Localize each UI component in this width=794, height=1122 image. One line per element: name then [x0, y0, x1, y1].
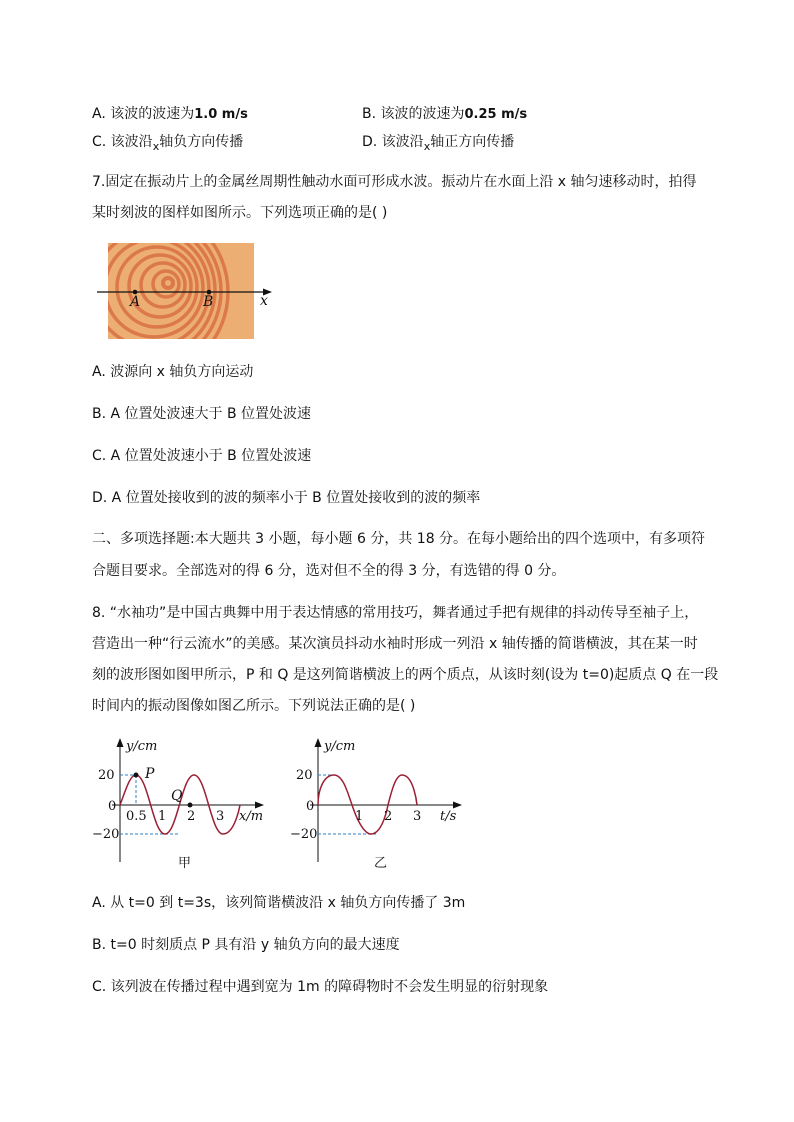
- svg-text:t/s: t/s: [440, 809, 457, 824]
- section2-intro-line1: 二、多项选择题:本大题共 3 小题，每小题 6 分，共 18 分。在每小题给出的四个选项中，有多项符: [92, 531, 706, 547]
- point-p-dot: [134, 773, 139, 778]
- point-b-label: B: [203, 294, 214, 310]
- svg-text:0.5: 0.5: [126, 809, 147, 824]
- svg-text:2: 2: [187, 809, 196, 824]
- svg-text:0: 0: [306, 799, 315, 814]
- q6-option-c: C. 该波沿$_x$轴负方向传播: [92, 134, 244, 153]
- q8-stem-line2: 营造出一种“行云流水”的美感。某次演员抖动水袖时形成一列沿 x 轴传播的简谐横波，其在某一时: [92, 636, 698, 652]
- q7-ripple-figure: [92, 243, 282, 341]
- svg-text:2: 2: [384, 809, 393, 824]
- svg-text:y/cm: y/cm: [126, 739, 158, 754]
- y-tick-0: 0: [108, 799, 117, 814]
- svg-text:20: 20: [296, 768, 313, 783]
- q6-option-d: D. 该波沿$_x$轴正方向传播: [362, 134, 515, 153]
- q7-option-b: B. A 位置处波速大于 B 位置处波速: [92, 406, 312, 422]
- caption-yi: 乙: [374, 856, 388, 871]
- graph-jia: [90, 734, 280, 874]
- point-q-dot: [188, 803, 193, 808]
- point-q-label: Q: [171, 788, 183, 804]
- caption-jia: 甲: [178, 856, 192, 871]
- y-tick-20: 20: [98, 768, 115, 783]
- q6-option-b: B. 该波的波速为0.25 m/s: [362, 106, 528, 122]
- q6-option-a: A. 该波的波速为1.0 m/s: [92, 106, 248, 122]
- q7-stem-line2: 某时刻波的图样如图所示。下列选项正确的是( ): [92, 205, 388, 221]
- point-p-label: P: [145, 766, 155, 782]
- q8-stem-line4: 时间内的振动图像如图乙所示。下列说法正确的是( ): [92, 698, 416, 714]
- q7-option-d: D. A 位置处接收到的波的频率小于 B 位置处接收到的波的频率: [92, 490, 481, 506]
- section2-intro-line2: 合题目要求。全部选对的得 6 分，选对但不全的得 3 分，有选错的得 0 分。: [92, 563, 566, 579]
- svg-text:−20: −20: [290, 827, 318, 842]
- svg-text:x/m: x/m: [239, 809, 264, 824]
- q7-option-a: A. 波源向 x 轴负方向运动: [92, 364, 254, 380]
- q8-stem-line1: 8. “水袖功”是中国古典舞中用于表达情感的常用技巧，舞者通过手把有规律的抖动传导至袖子上，: [92, 605, 699, 621]
- q8-option-c: C. 该列波在传播过程中遇到宽为 1m 的障碍物时不会发生明显的衍射现象: [92, 979, 549, 995]
- q8-option-a: A. 从 t=0 到 t=3s，该列简谐横波沿 x 轴负方向传播了 3m: [92, 895, 466, 911]
- svg-text:3: 3: [413, 809, 422, 824]
- svg-text:y/cm: y/cm: [324, 739, 356, 754]
- q7-stem-line1: 7.固定在振动片上的金属丝周期性触动水面可形成水波。振动片在水面上沿 x 轴匀速移动时，拍得: [92, 174, 697, 190]
- x-axis-label: x: [260, 293, 268, 309]
- y-tick-neg20: −20: [92, 827, 120, 842]
- q8-option-b: B. t=0 时刻质点 P 具有沿 y 轴负方向的最大速度: [92, 937, 400, 953]
- q8-stem-line3: 刻的波形图如图甲所示，P 和 Q 是这列简谐横波上的两个质点，从该时刻(设为 t=0)起质点 Q 在一段: [92, 667, 719, 683]
- point-a-label: A: [130, 294, 141, 310]
- svg-text:3: 3: [216, 809, 225, 824]
- q7-option-c: C. A 位置处波速小于 B 位置处波速: [92, 448, 312, 464]
- graph-yi: [288, 734, 468, 874]
- svg-text:1: 1: [158, 809, 167, 824]
- svg-text:1: 1: [355, 809, 364, 824]
